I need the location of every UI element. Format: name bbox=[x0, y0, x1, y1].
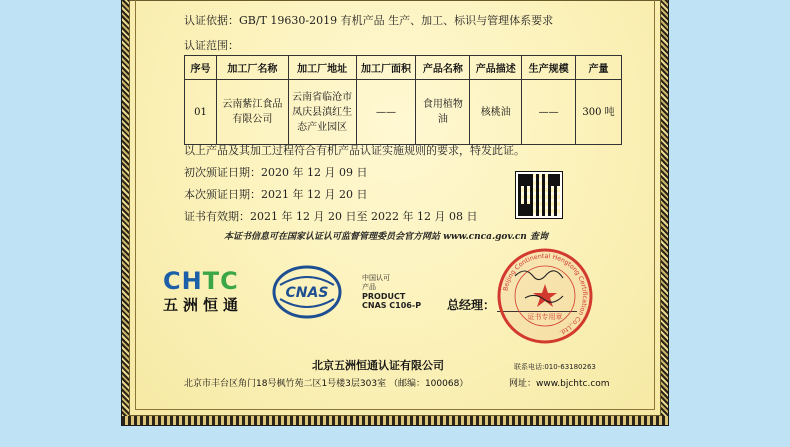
cnas-line-1: 中国认可 bbox=[362, 274, 390, 282]
issuer-address: 北京市丰台区角门18号枫竹苑二区1号楼3层303室 （邮编：100068） bbox=[184, 379, 469, 389]
cnas-accreditation-text bbox=[362, 274, 421, 310]
header-plant-area: 加工厂面积 bbox=[356, 56, 416, 80]
certification-standard: 认证依据：GB/T 19630-2019 有机产品 生产、加工、标识与管理体系要求 bbox=[184, 14, 554, 27]
chtc-logo bbox=[163, 267, 244, 315]
header-index: 序号 bbox=[185, 56, 217, 80]
header-plant-address: 加工厂地址 bbox=[288, 56, 356, 80]
contact-phone: 联系电话:010-63180263 bbox=[514, 363, 596, 371]
header-scale: 生产规模 bbox=[522, 56, 576, 80]
cell-plant-address: 云南省临沧市凤庆县滇红生态产业园区 bbox=[288, 80, 356, 145]
cnas-line-2: 产品 bbox=[362, 283, 376, 291]
seal-outer-text: Beijing Continental Hengtong Certification Co.,Ltd. bbox=[502, 252, 589, 336]
first-issue-date: 初次颁证日期：2020 年 12 月 09 日 bbox=[184, 166, 368, 179]
validity-period: 证书有效期：2021 年 12 月 20 日至 2022 年 12 月 08 日 bbox=[184, 210, 478, 223]
cell-output: 300 吨 bbox=[576, 80, 622, 145]
chtc-logo-text-b: TC bbox=[202, 267, 239, 295]
product-table bbox=[184, 55, 622, 145]
cnas-logo bbox=[272, 265, 342, 319]
qr-code[interactable] bbox=[516, 172, 562, 218]
cell-plant-area: —— bbox=[356, 80, 416, 145]
scope-label: 认证范围： bbox=[184, 39, 239, 52]
issuer-website[interactable]: 网址：www.bjchtc.com bbox=[509, 379, 610, 389]
current-issue-date: 本次颁证日期：2021 年 12 月 20 日 bbox=[184, 188, 368, 201]
cell-plant-name: 云南紫江食品有限公司 bbox=[216, 80, 288, 145]
cell-scale: —— bbox=[522, 80, 576, 145]
table-row bbox=[185, 80, 622, 145]
table-header-row bbox=[185, 56, 622, 80]
seal-inner-text: 证书专用章 bbox=[527, 313, 563, 321]
cell-product-desc: 核桃油 bbox=[470, 80, 522, 145]
cnas-line-3: PRODUCT bbox=[362, 292, 406, 301]
header-plant-name: 加工厂名称 bbox=[216, 56, 288, 80]
header-product-name: 产品名称 bbox=[416, 56, 470, 80]
cnas-logo-text: CNAS bbox=[285, 285, 329, 301]
verification-note: 本证书信息可在国家认证认可监督管理委员会官方网站 www.cnca.gov.cn 查询 bbox=[224, 232, 548, 242]
bottom-border-band bbox=[122, 416, 668, 425]
general-manager-label: 总经理： bbox=[447, 298, 496, 312]
chtc-logo-text-a: CH bbox=[163, 267, 203, 295]
cell-product-name: 食用植物油 bbox=[416, 80, 470, 145]
certificate-frame bbox=[122, 0, 668, 425]
header-product-desc: 产品描述 bbox=[470, 56, 522, 80]
conformity-statement: 以上产品及其加工过程符合有机产品认证实施规则的要求，特发此证。 bbox=[184, 144, 525, 157]
header-output: 产量 bbox=[576, 56, 622, 80]
official-seal bbox=[495, 246, 595, 346]
certificate-paper bbox=[129, 0, 661, 416]
cnas-line-4: CNAS C106-P bbox=[362, 301, 422, 310]
cell-index: 01 bbox=[185, 80, 217, 145]
issuer-company: 北京五洲恒通认证有限公司 bbox=[312, 359, 444, 372]
chtc-logo-cn: 五洲恒通 bbox=[163, 296, 244, 314]
